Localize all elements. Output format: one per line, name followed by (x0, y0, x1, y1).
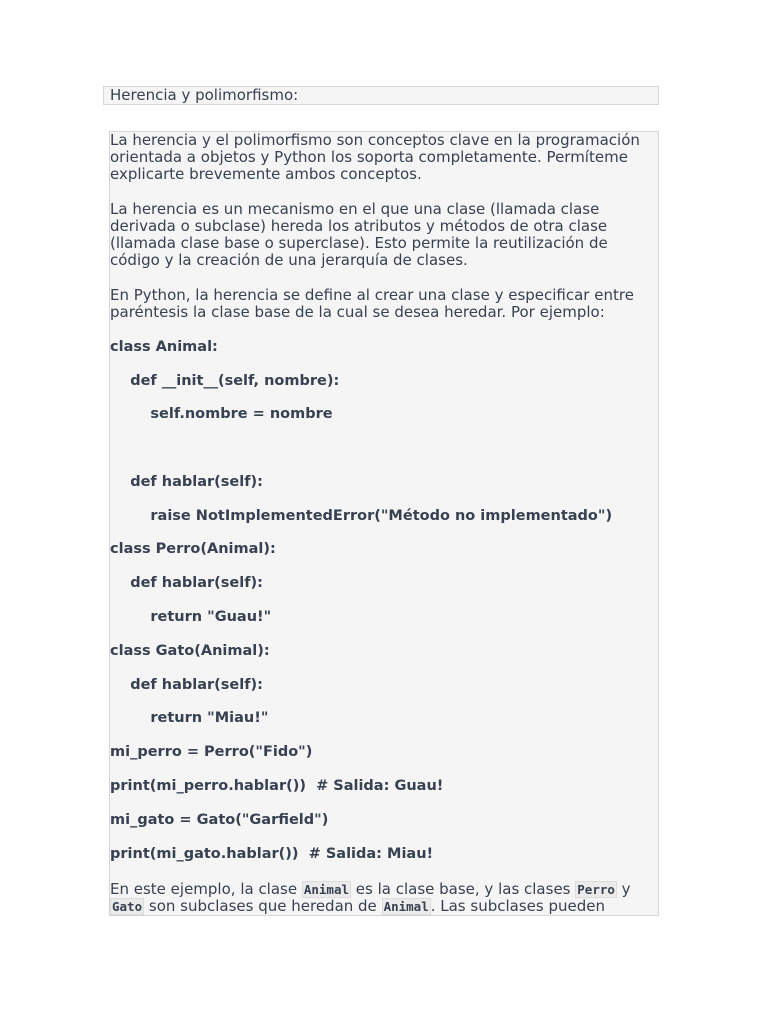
closing-text: son subclases que heredan de (144, 897, 382, 915)
intro-line: orientada a objetos y Python los soporta completamente. Permíteme (110, 148, 628, 166)
inline-code-animal: Animal (383, 899, 429, 914)
code-line: def hablar(self): (110, 677, 263, 693)
code-line: print(mi_perro.hablar()) # Salida: Guau! (110, 778, 444, 794)
inline-code-animal: Animal (303, 882, 350, 897)
inheritance-line: derivada o subclase) hereda los atributos y métodos de otra clase (110, 217, 608, 235)
heading-box (103, 86, 659, 105)
closing-line-2 (110, 898, 605, 915)
code-line: self.nombre = nombre (110, 406, 333, 422)
inheritance-line: código y la creación de una jerarquía de clases. (110, 251, 468, 269)
closing-line-1 (110, 881, 631, 898)
code-line: print(mi_gato.hablar()) # Salida: Miau! (110, 846, 434, 862)
closing-text: En este ejemplo, la clase (110, 880, 302, 898)
python-line: paréntesis la clase base de la cual se desea heredar. Por ejemplo: (110, 303, 605, 321)
code-line: class Animal: (110, 339, 218, 355)
code-line: def hablar(self): (110, 474, 263, 490)
inline-code-perro: Perro (577, 882, 615, 897)
intro-line: La herencia y el polimorfismo son conceptos clave en la programación (110, 131, 640, 149)
code-line: class Gato(Animal): (110, 643, 270, 659)
code-line: mi_perro = Perro("Fido") (110, 744, 313, 760)
code-line: return "Guau!" (110, 609, 272, 625)
closing-text: y (616, 880, 631, 898)
code-line: raise NotImplementedError("Método no implementado") (110, 508, 613, 524)
content-box (109, 131, 659, 916)
code-line: def __init__(self, nombre): (110, 373, 340, 389)
closing-text: . Las subclases pueden (430, 897, 605, 915)
code-line: class Perro(Animal): (110, 541, 276, 557)
code-line: return "Miau!" (110, 710, 269, 726)
inheritance-line: La herencia es un mecanismo en el que una clase (llamada clase (110, 200, 600, 218)
inline-code-gato: Gato (112, 899, 143, 914)
closing-text: es la clase base, y las clases (351, 880, 576, 898)
code-line: def hablar(self): (110, 575, 263, 591)
inheritance-line: (llamada clase base o superclase). Esto permite la reutilización de (110, 234, 608, 252)
heading-text: Herencia y polimorfismo: (110, 86, 299, 104)
code-line: mi_gato = Gato("Garfield") (110, 812, 329, 828)
intro-line: explicarte brevemente ambos conceptos. (110, 165, 422, 183)
python-line: En Python, la herencia se define al crear una clase y especificar entre (110, 286, 634, 304)
